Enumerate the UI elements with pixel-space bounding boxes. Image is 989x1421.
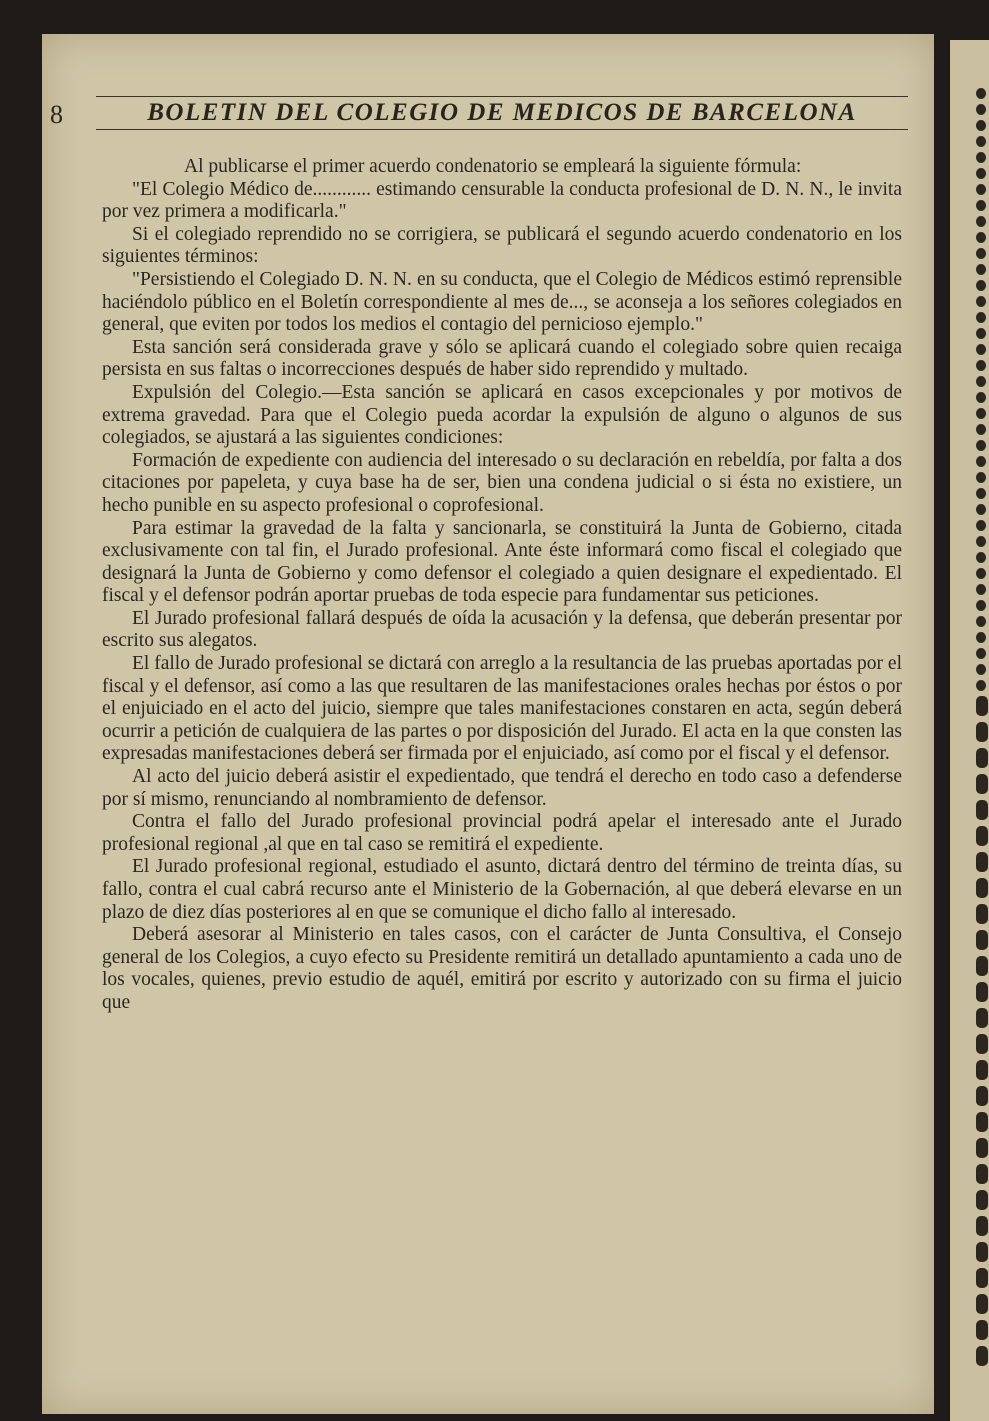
binding-hole xyxy=(976,600,986,611)
binding-hole xyxy=(976,982,988,1002)
binding-hole xyxy=(976,1060,988,1080)
paragraph: Al acto del juicio deberá asistir el expedientado, que tendrá el derecho en todo caso a defenderse por sí mismo, renunciando al nombramiento de defensor. xyxy=(102,766,902,810)
binding-hole xyxy=(976,376,986,387)
formula-quote: "El Colegio Médico de............ estimando censurable la conducta profesional de D. N. N., le invita por vez primera a modificarla." xyxy=(102,178,902,223)
paragraph: El Jurado profesional regional, estudiado el asunto, dictará dentro del término de treinta días, su fallo, contra el cual cabrá recurso ante el Ministerio de la Gobernación, al que deberá elevarse en un plazo de diez días posteriores al en que se comunique el dicho fallo al interesado. xyxy=(102,856,902,923)
binding-hole xyxy=(976,748,988,768)
binding-hole xyxy=(976,120,986,131)
formula-quote: "Persistiendo el Colegiado D. N. N. en su conducta, que el Colegio de Médicos estimó reprensible haciéndolo público en el Boletín correspondiente al mes de..., se aconseja a los señores colegiados en general, que eviten por todos los medios el contagio del pernicioso ejemplo." xyxy=(102,268,902,336)
binding-hole xyxy=(976,1320,988,1340)
binding-hole xyxy=(976,584,986,595)
binding-hole xyxy=(976,504,986,515)
binding-hole xyxy=(976,184,986,195)
binding-hole xyxy=(976,664,986,675)
binding-hole xyxy=(976,216,986,227)
binding-hole xyxy=(976,104,986,115)
paragraph: Contra el fallo del Jurado profesional provincial podrá apelar el interesado ante el Jurado profesional regional ,al que en tal caso se remitirá el expediente. xyxy=(102,811,902,855)
binding-hole xyxy=(976,408,986,419)
binding-hole xyxy=(976,632,986,643)
binding-hole xyxy=(976,878,988,898)
binding-hole xyxy=(976,774,988,794)
journal-title: BOLETIN DEL COLEGIO DE MEDICOS DE BARCELONA xyxy=(147,99,857,126)
binding-hole xyxy=(976,956,988,976)
binding-hole xyxy=(976,200,986,211)
binding-hole xyxy=(976,472,986,483)
binding-hole xyxy=(976,1086,988,1106)
binding-hole xyxy=(976,904,988,924)
binding-hole xyxy=(976,552,986,563)
binding-hole xyxy=(976,1034,988,1054)
binding-hole xyxy=(976,1190,988,1210)
binding-hole xyxy=(976,312,986,323)
binding-hole xyxy=(976,360,986,371)
binding-hole xyxy=(976,392,986,403)
binding-hole xyxy=(976,1294,988,1314)
article-body xyxy=(102,118,902,1015)
binding-hole xyxy=(976,1346,988,1366)
paragraph-expulsion: Expulsión del Colegio.—Esta sanción se aplicará en casos excepcionales y por motivos de extrema gravedad. Para que el Colegio pueda acordar la expulsión de alguno o algunos de sus colegiados, se ajustará a las siguientes condiciones: xyxy=(102,381,902,449)
paragraph: Esta sanción será considerada grave y sólo se aplicará cuando el colegiado sobre quien recaiga persista en sus faltas o incorrecciones después de haber sido reprendido y multado. xyxy=(102,336,902,381)
binding-hole xyxy=(976,616,986,627)
binding-hole xyxy=(976,826,988,846)
binding-hole xyxy=(976,232,986,243)
paragraph: Al publicarse el primer acuerdo condenatorio se empleará la siguiente fórmula: xyxy=(184,156,802,177)
paragraph: Deberá asesorar al Ministerio en tales casos, con el carácter de Junta Consultiva, el Consejo general de los Colegios, a cuyo efecto su Presidente remitirá un detallado apuntamiento a cada uno de los vocales, quienes, previo estudio de aquél, emitirá por escrito y autorizado con su firma el juicio que xyxy=(102,924,902,1013)
binding-hole xyxy=(976,1242,988,1262)
binding-hole xyxy=(976,536,986,547)
paragraph: El fallo de Jurado profesional se dictará con arreglo a la resultancia de las pruebas aportadas por el fiscal y el defensor, así como a las que resultaren de las manifestaciones orales hechas por éstos o por el enjuiciado en el acto del juicio, siempre que tales manifestaciones constaren en acta, según deberá ocurrir a petición de cualquiera de las partes o por disposición del Jurado. El acta en la que consten las expresadas manifestaciones deberá ser firmada por el enjuiciado, así como por el fiscal y el defensor. xyxy=(102,653,902,765)
binding-hole xyxy=(976,1268,988,1288)
binding-hole xyxy=(976,152,986,163)
page-number: 8 xyxy=(50,100,63,129)
binding-hole xyxy=(976,648,986,659)
binding-hole xyxy=(976,1008,988,1028)
binding-hole xyxy=(976,344,986,355)
binding-holes xyxy=(976,88,989,1378)
binding-hole xyxy=(976,930,988,950)
paragraph: Si el colegiado reprendido no se corrigiera, se publicará el segundo acuerdo condenatorio en los siguientes términos: xyxy=(102,223,902,268)
binding-hole xyxy=(976,440,986,451)
binding-hole xyxy=(976,328,986,339)
binding-hole xyxy=(976,456,986,467)
binding-hole xyxy=(976,696,988,716)
binding-hole xyxy=(976,1164,988,1184)
binding-hole xyxy=(976,1138,988,1158)
binding-hole xyxy=(976,88,986,99)
binding-hole xyxy=(976,264,986,275)
binding-hole xyxy=(976,280,986,291)
binding-hole xyxy=(976,488,986,499)
binding-hole xyxy=(976,136,986,147)
paragraph: El Jurado profesional fallará después de oída la acusación y la defensa, que deberán presentar por escrito sus alegatos. xyxy=(102,607,902,652)
binding-hole xyxy=(976,852,988,872)
binding-hole xyxy=(976,680,986,691)
paragraph: Para estimar la gravedad de la falta y sancionarla, se constituirá la Junta de Gobierno, citada exclusivamente con tal fin, el Jurado profesional. Ante éste informará como fiscal el colegiado que designará la Junta de Gobierno y como defensor el colegiado a quien designare el expedientado. El fiscal y el defensor podrán aportar pruebas de toda especie para fundamentar sus peticiones. xyxy=(102,517,902,607)
binding-hole xyxy=(976,296,986,307)
binding-hole xyxy=(976,520,986,531)
binding-hole xyxy=(976,424,986,435)
binding-hole xyxy=(976,568,986,579)
binding-hole xyxy=(976,722,988,742)
binding-hole xyxy=(976,1112,988,1132)
binding-hole xyxy=(976,800,988,820)
binding-hole xyxy=(976,248,986,259)
paragraph: Formación de expediente con audiencia del interesado o su declaración en rebeldía, por falta a dos citaciones por papeleta, y cuya base ha de ser, bien una condena judicial o si ésta no existiere, un hecho punible en su aspecto profesional o coprofesional. xyxy=(102,449,902,516)
binding-hole xyxy=(976,168,986,179)
binding-hole xyxy=(976,1216,988,1236)
